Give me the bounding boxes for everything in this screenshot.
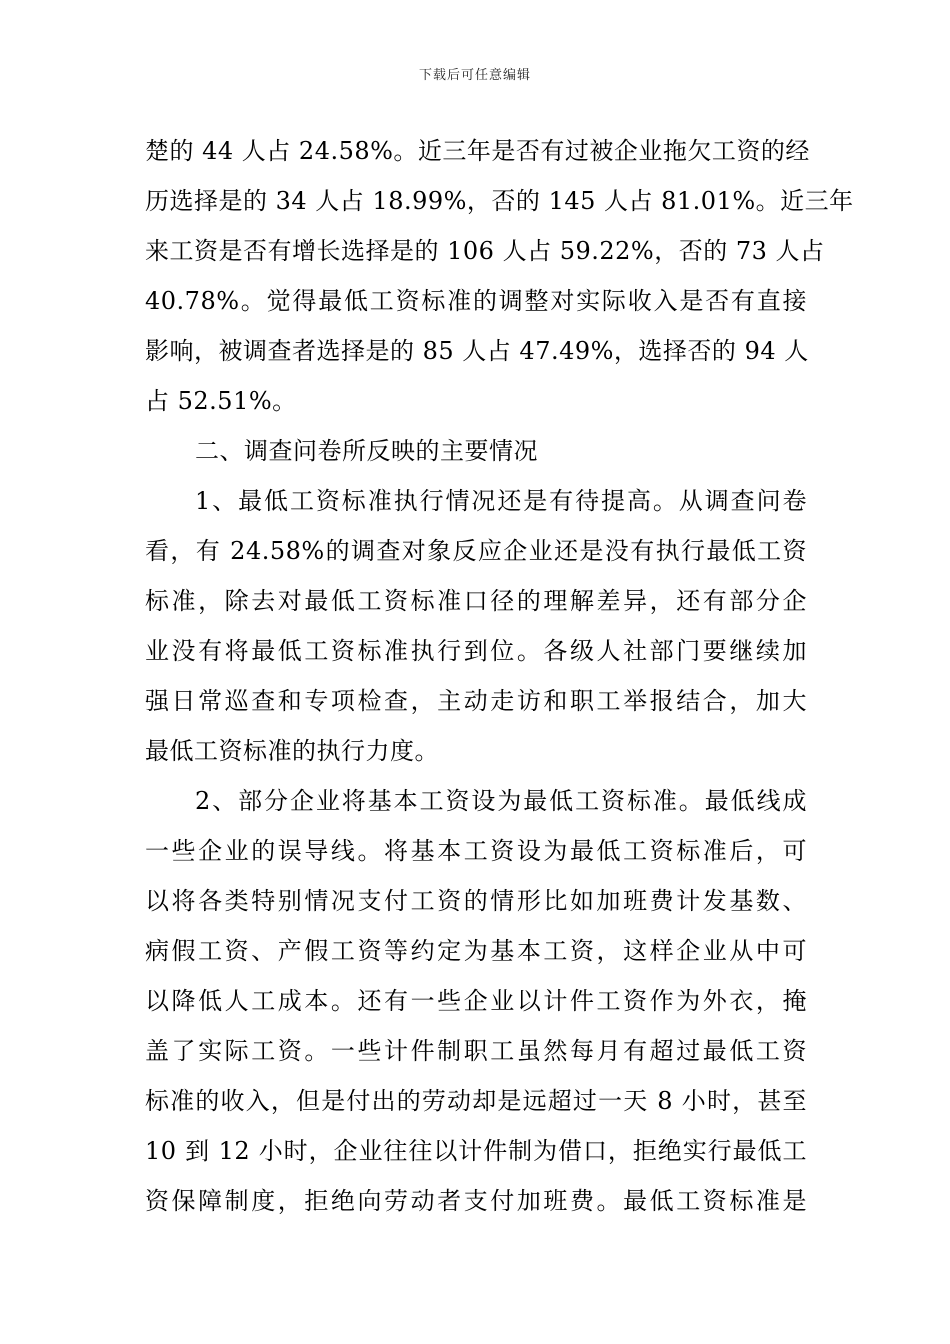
- text-line: 以降低人工成本。还有一些企业以计件工资作为外衣，掩: [145, 987, 807, 1015]
- text-line: 以将各类特别情况支付工资的情形比如加班费计发基数、: [145, 887, 807, 915]
- text-line: 标准，除去对最低工资标准口径的理解差异，还有部分企: [145, 587, 807, 615]
- text-line: 2、部分企业将基本工资设为最低工资标准。最低线成: [195, 787, 807, 815]
- text-line: 标准的收入，但是付出的劳动却是远超过一天 8 小时，甚至: [145, 1087, 807, 1115]
- text-line: 一些企业的误导线。将基本工资设为最低工资标准后，可: [145, 837, 807, 865]
- paragraph-survey-results: [145, 126, 854, 426]
- paragraph-point-2: [145, 776, 807, 1226]
- text-line: 来工资是否有增长选择是的 106 人占 59.22%，否的 73 人占: [145, 237, 825, 265]
- text-line: 历选择是的 34 人占 18.99%，否的 145 人占 81.01%。近三年: [145, 187, 854, 215]
- text-line: 强日常巡查和专项检查，主动走访和职工举报结合，加大: [145, 687, 807, 715]
- text-line: 看，有 24.58%的调查对象反应企业还是没有执行最低工资: [145, 537, 807, 565]
- text-line: 业没有将最低工资标准执行到位。各级人社部门要继续加: [145, 637, 807, 665]
- text-line: 影响，被调查者选择是的 85 人占 47.49%，选择否的 94 人: [145, 337, 809, 365]
- text-line: 盖了实际工资。一些计件制职工虽然每月有超过最低工资: [145, 1037, 807, 1065]
- text-line: 资保障制度，拒绝向劳动者支付加班费。最低工资标准是: [145, 1187, 807, 1215]
- paragraph-point-1: [145, 476, 807, 776]
- document-body: [145, 126, 854, 1226]
- page-header: 下载后可任意编辑: [418, 68, 531, 83]
- text-line: 40.78%。觉得最低工资标准的调整对实际收入是否有直接: [145, 287, 807, 315]
- text-line: 10 到 12 小时，企业往往以计件制为借口，拒绝实行最低工: [145, 1137, 807, 1165]
- text-line: 楚的 44 人占 24.58%。近三年是否有过被企业拖欠工资的经: [145, 137, 810, 165]
- text-line: 病假工资、产假工资等约定为基本工资，这样企业从中可: [145, 937, 807, 965]
- text-line: 二、调查问卷所反映的主要情况: [195, 437, 538, 465]
- text-line: 最低工资标准的执行力度。: [145, 737, 439, 765]
- text-line: 占 52.51%。: [145, 387, 297, 415]
- section-heading: [145, 426, 807, 476]
- text-line: 1、最低工资标准执行情况还是有待提高。从调查问卷: [195, 487, 807, 515]
